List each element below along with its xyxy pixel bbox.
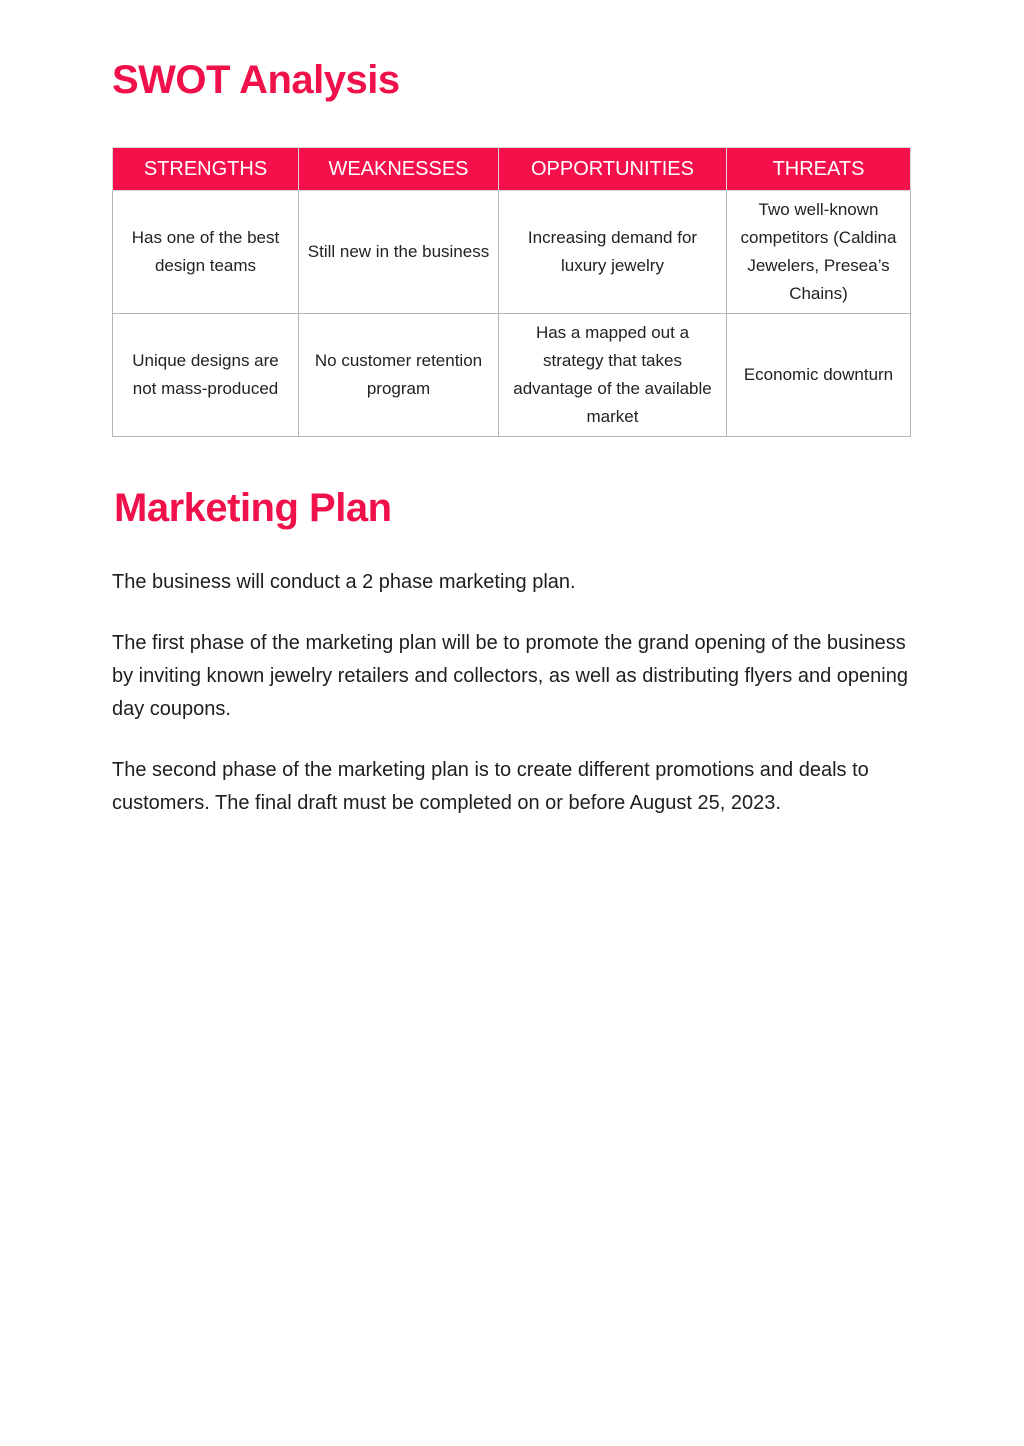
weakness-cell: Still new in the business	[299, 191, 499, 314]
strength-cell: Has one of the best design teams	[113, 191, 299, 314]
marketing-paragraph: The first phase of the marketing plan will be to promote the grand opening of the business by inviting known jewelry retailers and collectors, as well as distributing flyers and opening day coupons.	[112, 632, 908, 720]
header-strengths: STRENGTHS	[113, 148, 299, 191]
marketing-paragraph: The business will conduct a 2 phase marketing plan.	[112, 571, 576, 593]
swot-title: SWOT Analysis	[112, 58, 400, 102]
table-row	[113, 191, 911, 314]
swot-header-row	[113, 148, 911, 191]
header-opportunities: OPPORTUNITIES	[499, 148, 727, 191]
marketing-plan-title: Marketing Plan	[114, 486, 392, 530]
header-weaknesses: WEAKNESSES	[299, 148, 499, 191]
marketing-paragraph: The second phase of the marketing plan is to create different promotions and deals to customers. The final draft must be completed on or before August 25, 2023.	[112, 759, 869, 814]
header-threats: THREATS	[727, 148, 911, 191]
threat-cell: Economic downturn	[727, 314, 911, 437]
weakness-cell: No customer retention program	[299, 314, 499, 437]
swot-table	[112, 147, 911, 437]
strength-cell: Unique designs are not mass-produced	[113, 314, 299, 437]
opportunity-cell: Increasing demand for luxury jewelry	[499, 191, 727, 314]
threat-cell: Two well-known competitors (Caldina Jewelers, Presea’s Chains)	[727, 191, 911, 314]
table-row	[113, 314, 911, 437]
opportunity-cell: Has a mapped out a strategy that takes advantage of the available market	[499, 314, 727, 437]
